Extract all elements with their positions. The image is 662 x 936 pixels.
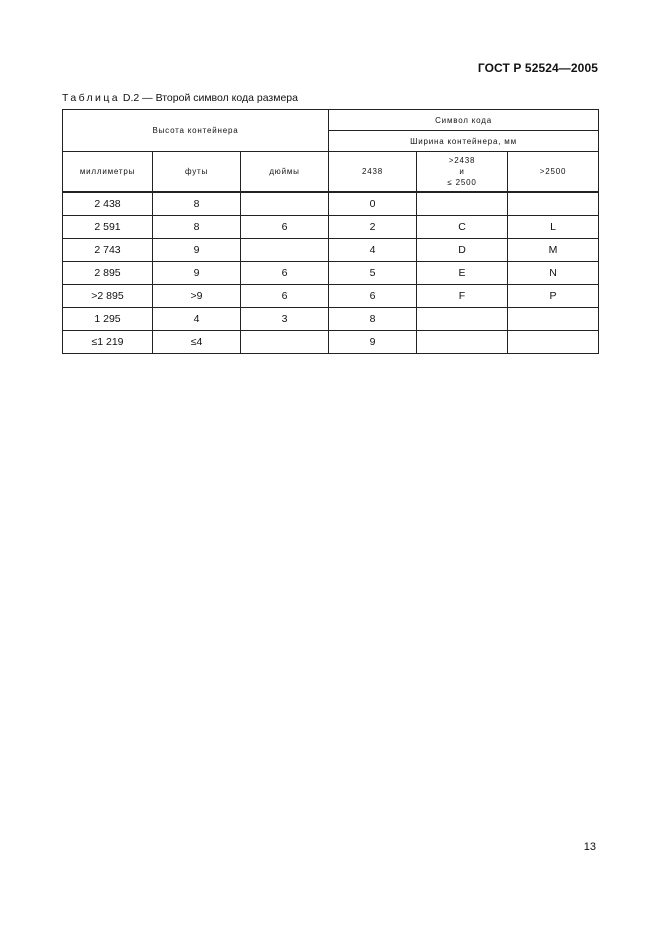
table-row [63, 308, 599, 331]
column-header-width-line1: >2438 [448, 156, 476, 165]
cell-inches [241, 192, 329, 216]
cell-millimeters: 2 591 [63, 216, 153, 239]
cell-inches: 3 [241, 308, 329, 331]
cell-code-2438-2500 [417, 331, 508, 354]
table-caption-title: D.2 — Второй символ кода размера [119, 92, 298, 104]
cell-code-over-2500: M [508, 239, 599, 262]
column-header-width-over-2500: >2500 [508, 152, 599, 193]
cell-millimeters: ≤1 219 [63, 331, 153, 354]
cell-code-over-2500 [508, 308, 599, 331]
cell-code-2438: 8 [329, 308, 417, 331]
cell-code-2438: 4 [329, 239, 417, 262]
table-caption-label: Таблица [62, 92, 120, 104]
cell-inches: 6 [241, 262, 329, 285]
table-row [63, 239, 599, 262]
cell-feet: ≤4 [153, 331, 241, 354]
table-row [63, 216, 599, 239]
cell-code-2438: 9 [329, 331, 417, 354]
cell-code-2438-2500 [417, 192, 508, 216]
header-container-width: Ширина контейнера, мм [329, 131, 599, 152]
cell-inches: 6 [241, 285, 329, 308]
table-row [63, 192, 599, 216]
column-header-millimeters: миллиметры [63, 152, 153, 193]
cell-inches: 6 [241, 216, 329, 239]
cell-code-2438-2500: D [417, 239, 508, 262]
column-header-inches: дюймы [241, 152, 329, 193]
cell-inches [241, 331, 329, 354]
page-number: 13 [583, 841, 596, 853]
cell-millimeters: 2 743 [63, 239, 153, 262]
cell-code-2438-2500: E [417, 262, 508, 285]
cell-code-2438: 2 [329, 216, 417, 239]
cell-code-2438-2500 [417, 308, 508, 331]
table-caption [62, 92, 298, 104]
size-code-table [62, 109, 599, 354]
cell-code-2438: 0 [329, 192, 417, 216]
cell-millimeters: >2 895 [63, 285, 153, 308]
cell-code-2438: 6 [329, 285, 417, 308]
table-row [63, 331, 599, 354]
table-row [63, 262, 599, 285]
header-code-symbol: Символ кода [329, 110, 599, 131]
column-header-width-2438-2500 [417, 152, 508, 193]
table-row [63, 285, 599, 308]
column-header-width-line3: ≤ 2500 [447, 178, 477, 187]
cell-code-2438: 5 [329, 262, 417, 285]
header-container-height: Высота контейнера [63, 110, 329, 152]
cell-inches [241, 239, 329, 262]
cell-feet: 8 [153, 192, 241, 216]
document-code: ГОСТ Р 52524—2005 [477, 61, 598, 75]
cell-code-2438-2500: F [417, 285, 508, 308]
cell-millimeters: 1 295 [63, 308, 153, 331]
cell-code-over-2500 [508, 331, 599, 354]
column-header-width-2438: 2438 [329, 152, 417, 193]
column-header-width-line2: и [459, 167, 465, 176]
cell-code-over-2500: N [508, 262, 599, 285]
cell-millimeters: 2 895 [63, 262, 153, 285]
cell-feet: 9 [153, 239, 241, 262]
cell-feet: 9 [153, 262, 241, 285]
cell-code-over-2500: P [508, 285, 599, 308]
cell-code-2438-2500: C [417, 216, 508, 239]
cell-feet: 8 [153, 216, 241, 239]
cell-code-over-2500: L [508, 216, 599, 239]
column-header-feet: футы [153, 152, 241, 193]
cell-feet: >9 [153, 285, 241, 308]
cell-millimeters: 2 438 [63, 192, 153, 216]
cell-feet: 4 [153, 308, 241, 331]
cell-code-over-2500 [508, 192, 599, 216]
